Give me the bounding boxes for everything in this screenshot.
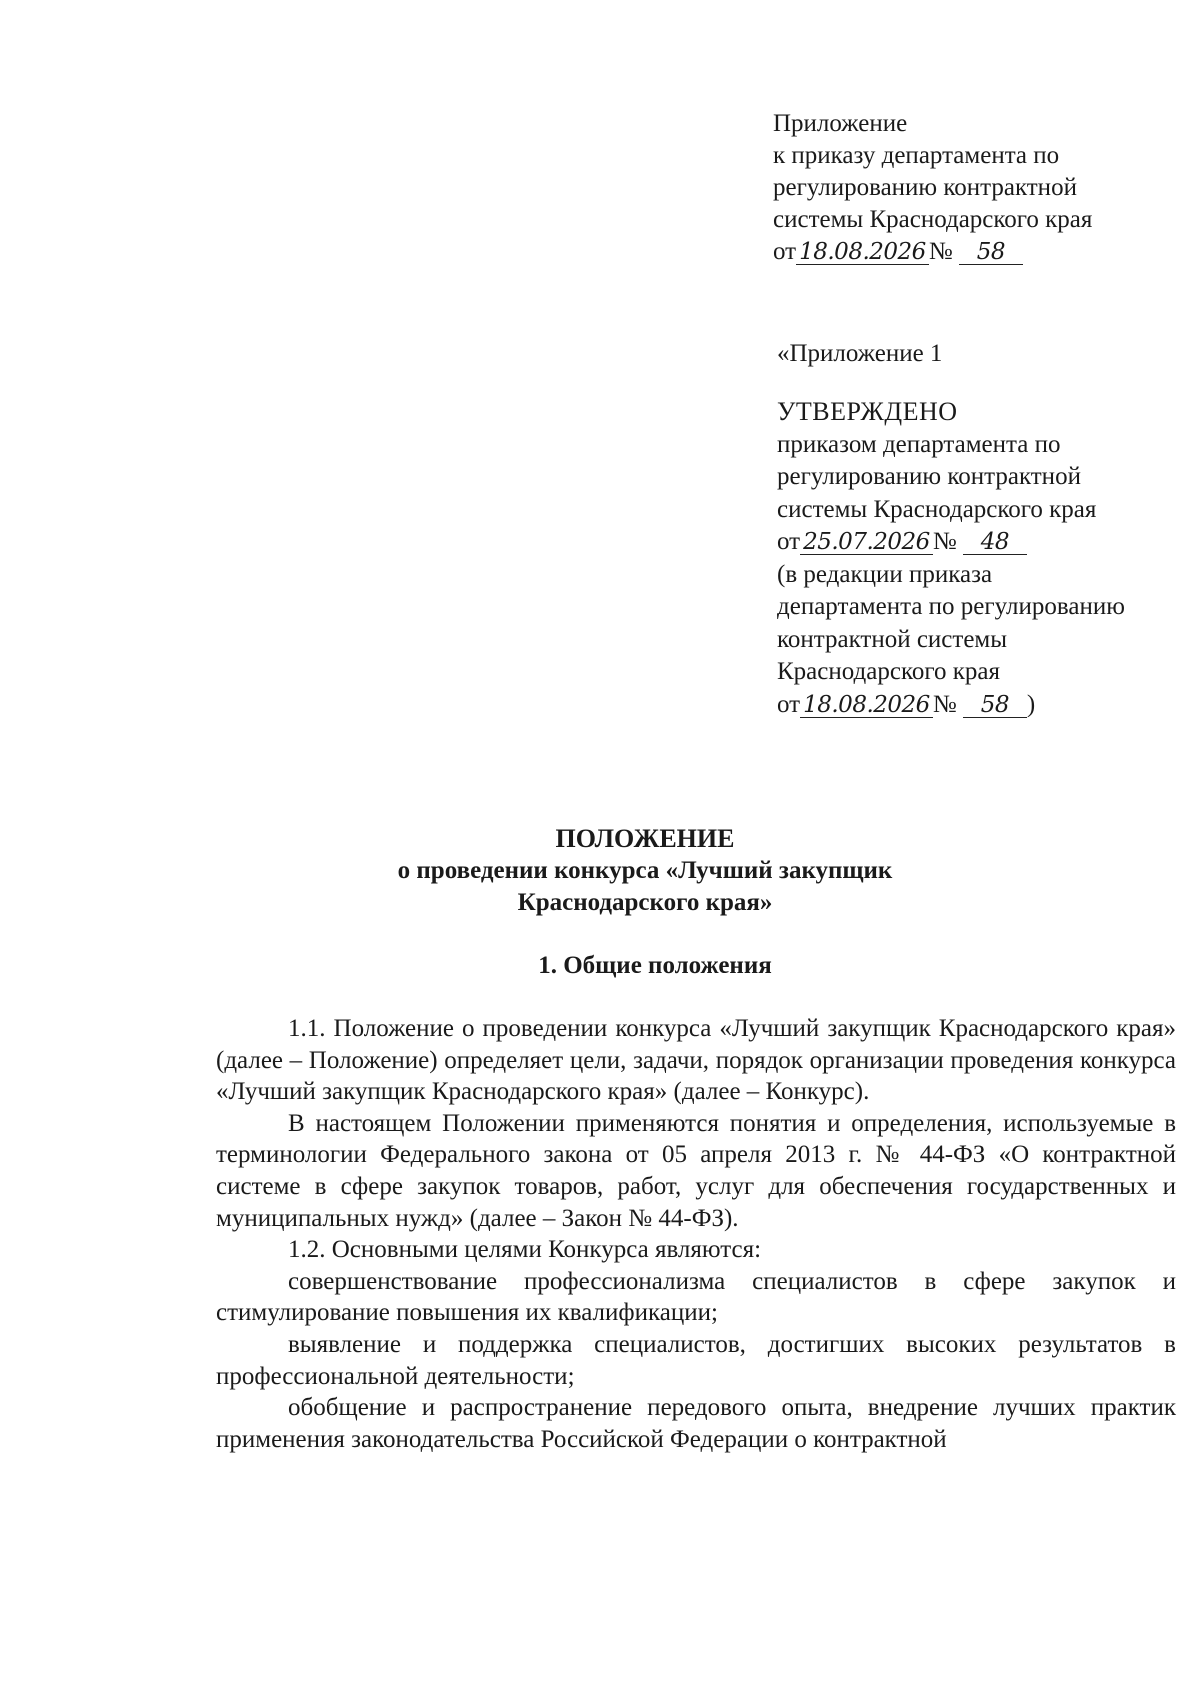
approved-line: системы Краснодарского края bbox=[777, 495, 1097, 523]
date-prefix: от bbox=[777, 528, 801, 555]
annex1-label bbox=[777, 338, 942, 370]
annex-date-line bbox=[773, 236, 1092, 268]
edition-line: департамента по регулированию bbox=[777, 593, 1125, 620]
number-prefix: № bbox=[932, 528, 957, 555]
edition-line: (в редакции приказа bbox=[777, 560, 993, 588]
paragraph: 1.1. Положение о проведении конкурса «Лучший закупщик Краснодарского края» (далее – Положение) определяет цели, задачи, порядок организации проведения конкурса «Лучший закупщик Краснодарского края» (далее – Конкурс). bbox=[216, 1015, 1176, 1106]
number-prefix: № bbox=[932, 690, 957, 718]
paragraph: 1.2. Основными целями Конкурса являются: bbox=[288, 1236, 762, 1264]
paragraph: выявление и поддержка специалистов, достигших высоких результатов в профессиональной деятельности; bbox=[216, 1330, 1176, 1390]
annex-line: Приложение bbox=[773, 110, 908, 137]
annex-block bbox=[773, 108, 1092, 268]
handwritten-number: 58 bbox=[959, 240, 1023, 265]
number-prefix: № bbox=[928, 238, 953, 265]
approved-block bbox=[777, 396, 1125, 721]
date-prefix: от bbox=[777, 690, 801, 718]
document-subtitle-line: о проведении конкурса «Лучший закупщик bbox=[397, 857, 893, 884]
annex-line: регулированию контрактной bbox=[773, 174, 1077, 201]
paragraph: совершенствование профессионализма специалистов в сфере закупок и стимулирование повышения их квалификации; bbox=[216, 1267, 1176, 1327]
annex1-label-text: «Приложение 1 bbox=[777, 340, 943, 367]
document-subtitle-line: Краснодарского края» bbox=[517, 889, 773, 916]
annex-line: системы Краснодарского края bbox=[773, 206, 1093, 233]
handwritten-date: 18.08.2026 bbox=[796, 240, 929, 265]
edition-date-line bbox=[777, 689, 1125, 722]
approved-date-line bbox=[777, 526, 1125, 559]
edition-line: Краснодарского края bbox=[777, 658, 1000, 685]
paragraph: обобщение и распространение передового опыта, внедрение лучших практик применения законодательства Российской Федерации о контрактной bbox=[216, 1394, 1176, 1453]
document-body bbox=[216, 1013, 1176, 1455]
edition-line: контрактной системы bbox=[777, 625, 1008, 653]
handwritten-number: 48 bbox=[963, 530, 1027, 555]
approved-heading: УТВЕРЖДЕНО bbox=[777, 397, 958, 426]
handwritten-number: 58 bbox=[963, 693, 1027, 718]
handwritten-date: 25.07.2026 bbox=[800, 530, 933, 555]
approved-line: регулированию контрактной bbox=[777, 463, 1081, 490]
section-heading: 1. Общие положения bbox=[538, 952, 772, 979]
handwritten-date: 18.08.2026 bbox=[800, 693, 933, 718]
paragraph: В настоящем Положении применяются понятия и определения, используемые в терминологии Федерального закона от 05 апреля 2013 г. № 44-ФЗ «О контрактной системе в сфере закупок товаров, работ, услуг для обеспечения государственных и муниципальных нужд» (далее – Закон № 44-ФЗ). bbox=[216, 1109, 1176, 1232]
closing-parenthesis: ) bbox=[1026, 690, 1036, 718]
annex-line: к приказу департамента по bbox=[773, 142, 1060, 169]
approved-line: приказом департамента по bbox=[777, 430, 1061, 458]
document-title: ПОЛОЖЕНИЕ bbox=[555, 824, 735, 853]
date-prefix: от bbox=[773, 238, 797, 265]
